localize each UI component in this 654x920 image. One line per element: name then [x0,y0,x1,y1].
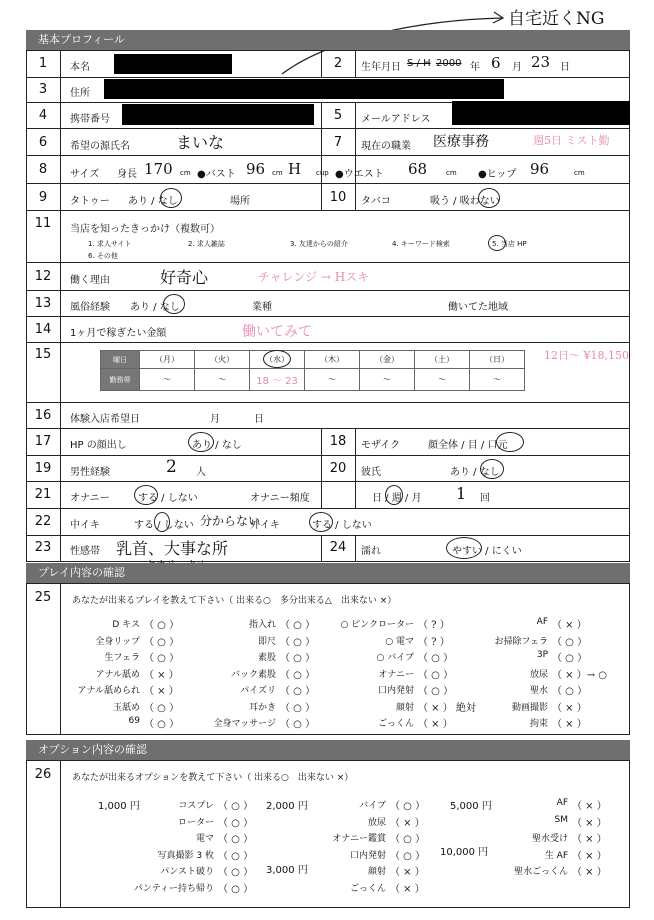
boyfriend-circle [480,459,504,479]
play-item: 顔射 [395,702,414,713]
play-item: アナル舐められ [77,686,140,696]
schedule-day: （火） [195,351,250,369]
row-7-label: 現在の職業 [361,141,411,152]
play-item: お掃除フェラ [494,636,548,647]
masturbation-circle [134,485,158,505]
play-mark: （ ? ） [418,620,450,631]
play-mark: （ ○ ） [552,653,588,664]
schedule-day: （木） [305,351,360,369]
waist-label: ●ウエスト [335,169,384,180]
play-item: 全身マッサージ [213,719,276,729]
occupation-note: 週5日 ミスト勤 [533,134,610,147]
play-item: 即尺 [257,636,276,647]
row-8-label: サイズ [70,169,100,180]
play-item: 3P [536,650,548,660]
birth-day: 23 [531,53,551,71]
wednesday-circle [263,350,291,368]
play-item: 素股 [257,653,276,663]
wet-options: やすい / にくい [452,546,522,557]
row-16-number: 16 [34,408,52,423]
option-mark: （ × ） [390,867,425,878]
waist-unit: cm [446,169,457,177]
row-3-label: 住所 [70,88,90,99]
play-mark: （ × ） [418,719,453,730]
row-11-label: 当店を知ったきっかけ（複数可） [70,224,220,235]
row-17-number: 17 [34,434,52,449]
play-mark: （ ○ ） [280,686,316,697]
source-circle [488,235,506,251]
row-22-number: 22 [34,514,52,529]
mosaic-circle [496,432,524,452]
option-mark: （ × ） [572,834,607,845]
redaction-address [104,79,504,99]
play-instruction: あなたが出来るプレイを教えて下さい（ 出来る○ 多分出来る△ 出来ない ×） [72,596,397,606]
row-6-label: 希望の源氏名 [70,141,130,152]
boyfriend-options: あり / なし [450,467,500,478]
option-mark: （ ○ ） [218,850,254,862]
experience-options: あり / なし [130,302,180,313]
row-21-label: オナニー [70,493,110,504]
schedule-time: 〜 [305,369,360,391]
play-item: 放尿 [529,669,548,680]
option-mark: （ × ） [572,801,607,812]
play-item: 69 [128,716,140,726]
height-value: 170 [144,160,173,178]
row-1-label: 本名 [70,62,90,73]
experience-circle [163,294,185,314]
row-9-number: 9 [38,190,48,205]
play-item: 動画撮影 [511,702,548,713]
trial-month: 月 [210,414,220,425]
schedule-table [100,350,525,391]
row-1-number: 1 [38,56,48,71]
option-mark: （ × ） [390,817,425,829]
schedule-day: （土） [415,351,470,369]
wet-circle [446,537,482,559]
height-label: 身長 [117,169,137,180]
play-item: ○ ピンクローター [340,620,414,630]
inner-options: する / しない [134,520,194,531]
bust-unit: cm [272,169,283,177]
price-10000: 10,000 円 [440,847,489,858]
schedule-time: 〜 [360,369,415,391]
play-mark: （ ○ ） [280,719,316,730]
row-19-number: 19 [34,461,52,476]
play-mark: （ × ） [552,702,587,714]
price-5000: 5,000 円 [450,801,492,812]
smoke-options: 吸う / 吸わない [430,196,500,207]
price-2000: 2,000 円 [266,801,308,812]
outer-options: する / しない [312,520,372,531]
row-3-number: 3 [38,82,48,97]
play-item: 聖水 [529,686,548,696]
outer-label: 外イキ [250,520,280,531]
play-mark: （ ○ ） [552,636,588,648]
play-mark: （ ? ） [418,636,450,648]
option-item: コスプレ [178,801,214,811]
play-mark: （ ○ ） [144,702,180,714]
tattoo-circle [160,188,182,208]
partners-value: 2 [166,457,177,477]
option-item: 聖水受け [531,834,568,844]
inner-circle [154,512,170,532]
option-mark: （ ○ ） [390,834,426,845]
play-item: ごっくん [378,719,414,729]
option-mark: （ ○ ） [390,801,426,812]
birth-day-unit: 日 [560,62,570,73]
play-mark: （ ○ ） [552,686,588,697]
row-16-label: 体験入店希望日 [70,414,140,425]
option-item: 顔射 [367,867,386,877]
play-item: バック素股 [230,669,276,680]
play-mark: （ ○ ） [144,636,180,648]
play-mark: （ ○ ） [280,653,316,664]
frequency-value: 1 [456,484,467,503]
frequency-options: 日 / 週 / 月 [372,493,422,504]
option-item: バイブ [359,801,386,811]
play-item: AF [536,617,548,627]
row-26-number: 26 [34,767,52,782]
schedule-head-time: 勤務帯 [101,369,140,391]
height-unit: cm [180,169,191,177]
option-item: 生 AF [544,850,568,861]
play-mark: （ ○ ） [144,653,180,664]
option-item: 口内発射 [349,850,386,861]
option-item: ごっくん [350,883,386,894]
play-mark: （ × ） [552,719,587,730]
option-item: 写真撮影 3 枚 [157,850,214,861]
cup-value: H [288,160,302,178]
bust-value: 96 [246,160,266,178]
play-mark: （ ○ ） [280,702,316,714]
play-mark: （ × ） [144,686,179,697]
hip-value: 96 [530,160,550,178]
face-options: あり / なし [192,440,242,451]
source-opt-6: 6. その他 [88,252,118,260]
option-item: オナニー鑑賞 [332,834,386,844]
income-note: 働いてみて [242,324,312,340]
play-mark: （ ○ ） [280,669,316,681]
row-13-label: 風俗経験 [70,302,110,313]
row-20-number: 20 [329,461,347,476]
option-mark: （ ○ ） [218,801,254,812]
play-mark: （ × ） 絶対 [418,702,476,714]
play-mark: （ × ） [552,620,587,631]
play-mark: （ ○ ） [280,620,316,631]
row-25-number: 25 [34,590,52,605]
row-2-number: 2 [333,56,343,71]
option-item: ローター [177,817,214,828]
tattoo-options: あり / なし [128,196,178,207]
schedule-time: 〜 [195,369,250,391]
source-opt-5: 5. 当店 HP [492,240,527,248]
redaction-email [452,101,630,125]
birth-era-struck: S / H [407,58,431,69]
option-item: AF [556,798,568,808]
tattoo-place: 場所 [230,196,250,207]
schedule-head-day: 曜日 [101,351,140,369]
price-3000: 3,000 円 [266,865,308,876]
frequency-label: オナニー頻度 [250,493,310,504]
source-opt-2: 2. 求人雑誌 [188,240,225,248]
partners-unit: 人 [196,467,206,478]
cup-unit: cup [316,169,329,177]
option-mark: （ × ） [572,867,607,878]
play-mark: （ ○ ） [144,620,180,631]
row-13-number: 13 [34,296,52,311]
birth-month: 6 [491,54,501,72]
option-item: 電マ [195,834,214,844]
play-item: D キス [112,620,140,630]
masturbation-options: する / しない [138,493,198,504]
reason-note: チャレンジ → Hスキ [258,270,370,284]
row-10-number: 10 [329,190,347,205]
row-18-number: 18 [329,434,347,449]
play-mark: （ × ）→ ○ [552,669,608,681]
option-item: 聖水ごっくん [514,867,568,877]
row-21-number: 21 [34,487,52,502]
erogenous-value: 乳首、大事な所 [116,539,229,558]
option-mark: （ × ） [390,883,425,895]
play-item: ○ バイブ [376,653,414,663]
birth-year-struck: 2000 [436,58,462,69]
schedule-day: （金） [360,351,415,369]
schedule-time: 18 〜 23 [250,369,305,391]
row-24-number: 24 [329,540,347,555]
row-15-number: 15 [34,347,52,362]
row-23-label: 性感帯 [70,546,100,557]
schedule-day: （日） [470,351,525,369]
play-mark: （ ○ ） [280,636,316,648]
outer-circle [309,512,333,532]
play-item: 耳かき [248,702,276,713]
row-7-number: 7 [333,135,343,150]
row-11-number: 11 [34,216,52,231]
play-item: パイズリ [240,686,276,696]
row-4-number: 4 [38,108,48,123]
source-opt-4: 4. キーワード検索 [392,240,450,248]
face-circle [188,432,214,452]
play-item: オナニー [378,669,414,680]
frequency-circle [385,485,403,505]
play-item: アナル舐め [95,669,140,680]
row-24-label: 濡れ [361,546,381,557]
birth-month-unit: 月 [512,62,522,73]
trial-day: 日 [254,414,264,425]
play-item: 生フェラ [104,653,140,663]
hip-label: ●ヒップ [478,169,517,180]
row-6-number: 6 [38,135,48,150]
row-8-number: 8 [38,162,48,177]
option-mark: （ × ） [572,850,607,862]
inner-note: 分からない [200,514,261,528]
section-option-header: オプション内容の確認 [26,740,630,760]
waist-value: 68 [408,160,428,178]
row-19-label: 男性経験 [70,467,110,478]
option-mark: （ ○ ） [218,834,254,845]
row-20-label: 彼氏 [361,467,381,478]
play-item: 指入れ [248,620,276,630]
row-17-label: HP の顔出し [70,440,127,451]
schedule-day: （水） [250,351,305,369]
schedule-time: 〜 [415,369,470,391]
option-item: SM [554,814,568,825]
bust-label: ●バスト [197,169,236,180]
occupation-value: 医療事務 [433,134,489,150]
row-22-label: 中イキ [70,520,100,531]
redaction-name [114,54,232,74]
row-23-number: 23 [34,540,52,555]
row-14-number: 14 [34,322,52,337]
option-item: パンティー持ち帰り [133,883,214,894]
play-mark: （ ○ ） [418,653,454,664]
option-mark: （ ○ ） [218,867,254,878]
mosaic-options: 顔全体 / 目 / 口元 [428,440,508,451]
top-annotation: 自宅近くNG [508,9,605,29]
stage-name-value: まいな [176,133,225,152]
play-item: 玉舐め [112,702,140,713]
option-mark: （ ○ ） [218,817,254,829]
section-play-header: プレイ内容の確認 [26,563,630,583]
option-item: 放尿 [367,817,386,828]
price-1000: 1,000 円 [98,801,140,812]
option-mark: （ ○ ） [390,850,426,862]
smoke-circle [478,188,500,208]
play-item: ○ 電マ [385,636,414,647]
row-2-label: 生年月日 [361,62,401,73]
experience-kind: 業種 [252,302,272,313]
play-mark: （ ○ ） [418,686,454,697]
reason-value: 好奇心 [160,268,209,287]
play-item: 口内発射 [377,686,414,696]
play-item: 拘束 [529,719,548,729]
source-opt-3: 3. 友達からの紹介 [290,240,348,248]
redaction-phone [122,104,314,125]
row-5-number: 5 [333,108,343,123]
row-9-label: タトゥー [70,196,110,207]
experience-area: 働いてた地域 [448,302,508,313]
hip-unit: cm [574,169,585,177]
row-10-label: タバコ [361,196,391,207]
birth-year-unit: 年 [470,62,480,73]
row-4-label: 携帯番号 [70,114,110,125]
play-mark: （ ○ ） [418,669,454,681]
source-opt-1: 1. 求人サイト [88,240,132,248]
play-mark: （ ○ ） [144,719,180,730]
section-basic-header: 基本プロフィール [26,30,630,50]
row-5-label: メールアドレス [361,114,431,125]
row-14-label: 1ヶ月で稼ぎたい金額 [70,328,167,339]
option-item: パンスト破り [160,867,214,877]
schedule-note: 12日〜 ¥18,150 [544,349,629,362]
play-item: 全身リップ [95,636,140,647]
schedule-time: 〜 [140,369,195,391]
basic-profile-frame [26,50,630,562]
play-mark: （ × ） [144,669,179,681]
frequency-unit: 回 [480,493,490,504]
row-12-number: 12 [34,269,52,284]
schedule-day: （月） [140,351,195,369]
option-mark: （ ○ ） [218,883,254,895]
row-12-label: 働く理由 [70,275,110,286]
option-mark: （ × ） [572,817,607,829]
option-instruction: あなたが出来るオプションを教えて下さい（ 出来る○ 出来ない ×） [72,773,354,783]
schedule-time: 〜 [470,369,525,391]
row-18-label: モザイク [361,440,401,451]
